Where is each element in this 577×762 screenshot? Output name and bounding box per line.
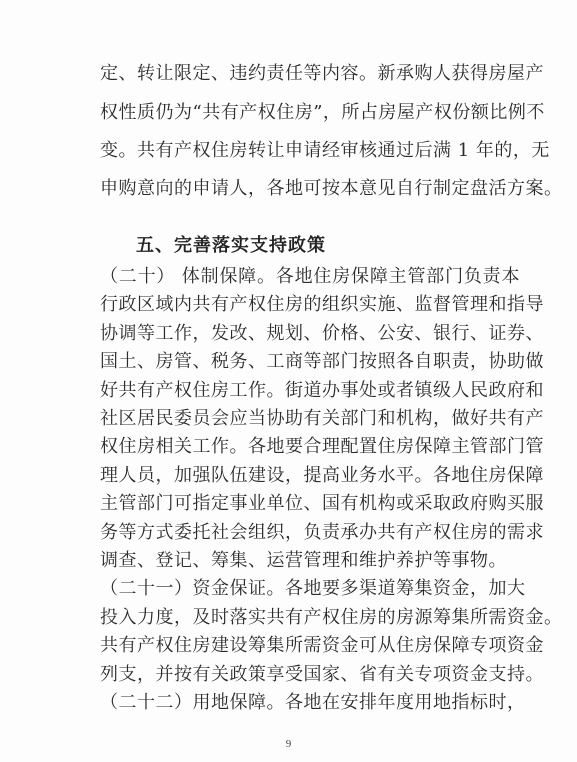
section-heading: 五、完善落实支持政策 [136,235,326,256]
paragraph-line: 共有产权住房建设筹集所需资金可从住房保障专项资金 [100,635,544,657]
paragraph-line: （二十二）用地保障。各地在安排年度用地指标时， [100,692,526,713]
paragraph-line: 权住房相关工作。各地要合理配置住房保障主管部门管 [100,436,544,458]
paragraph-line: 好共有产权住房工作。街道办事处或者镇级人民政府和 [100,379,544,401]
paragraph-line: 行政区域内共有产权住房的组织实施、监督管理和指导 [100,294,544,316]
paragraph-line: 国土、房管、税务、工商等部门按照各自职责，协助做 [100,351,544,373]
page-number: 9 [285,738,292,750]
text-line: 变。共有产权住房转让申请经审核通过后满 1 年的，无 [100,140,550,161]
text-line: 权性质仍为“共有产权住房”，所占房屋产权份额比例不 [100,102,545,123]
text-line: 定、转让限定、违约责任等内容。新承购人获得房屋产 [100,63,544,84]
paragraph-line: 主管部门可指定事业单位、国有机构或采取政府购买服 [100,493,544,515]
paragraph-line: 协调等工作，发改、规划、价格、公安、银行、证券、 [100,322,544,344]
paragraph-line: （二十） 体制保障。各地住房保障主管部门负责本 [100,266,520,287]
paragraph-line: 列支，并按有关政策享受国家、省有关专项资金支持。 [100,663,544,685]
paragraph-line: 社区居民委员会应当协助有关部门和机构，做好共有产 [100,408,544,429]
paragraph-line: 务等方式委托社会组织，负责承办共有产权住房的需求 [100,521,544,543]
text-line: 申购意向的申请人，各地可按本意见自行制定盘活方案。 [100,178,563,199]
paragraph-line: 理人员，加强队伍建设，提高业务水平。各地住房保障 [100,464,544,486]
paragraph-line: 投入力度，及时落实共有产权住房的房源筹集所需资金。 [100,606,563,628]
paragraph-line: （二十一）资金保证。各地要多渠道筹集资金，加大 [100,578,526,600]
paragraph-line: 调查、登记、筹集、运营管理和维护养护等事物。 [100,550,507,571]
